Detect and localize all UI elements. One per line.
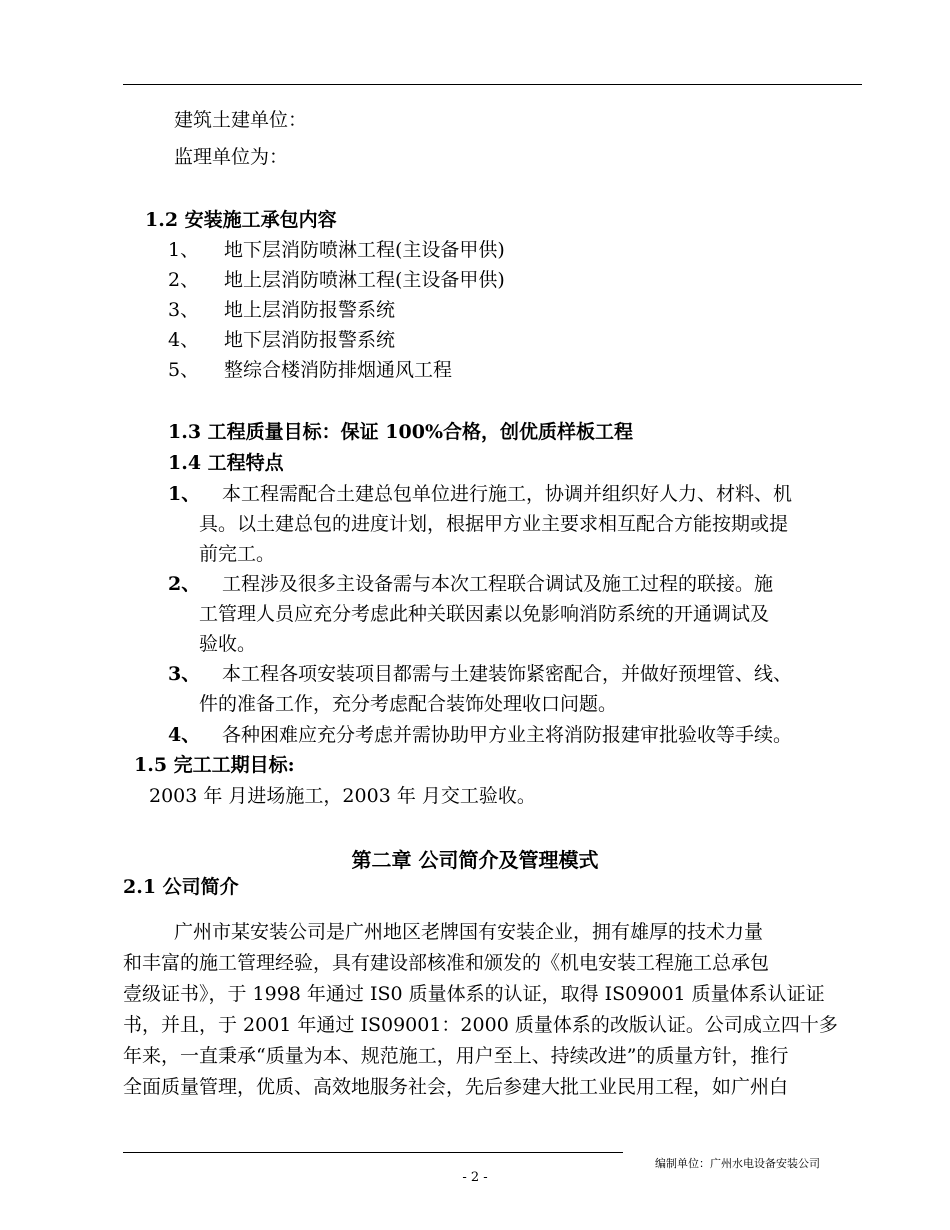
list-item-number: 2、	[168, 269, 200, 291]
list-item-number: 2、	[168, 573, 201, 595]
list-item-text: 各种困难应充分考虑并需协助甲方业主将消防报建审批验收等手续。	[222, 724, 793, 746]
list-item-text: 地上层消防喷淋工程(主设备甲供)	[224, 269, 505, 291]
list-item	[168, 238, 505, 262]
list-item-number: 5、	[168, 359, 200, 381]
list-item-continuation: 具。以土建总包的进度计划，根据甲方业主要求相互配合方能按期或提	[199, 513, 789, 535]
section-2-1-heading: 2.1 公司简介	[123, 876, 239, 898]
paragraph-line: 全面质量管理，优质、高效地服务社会，先后参建大批工业民用工程，如广州白	[123, 1076, 789, 1098]
list-item	[168, 298, 395, 322]
page-number: - 2 -	[462, 1170, 488, 1185]
paragraph-line: 和丰富的施工管理经验，具有建设部核准和颁发的《机电安装工程施工总承包	[123, 952, 770, 974]
list-item-number: 1、	[168, 483, 201, 505]
list-item-text: 工程涉及很多主设备需与本次工程联合调试及施工过程的联接。施	[222, 573, 774, 595]
list-item-text: 地上层消防报警系统	[224, 299, 396, 321]
supervision-unit-line: 监理单位为：	[174, 146, 289, 168]
header-rule	[123, 84, 862, 85]
list-item-number: 3、	[168, 663, 201, 685]
list-item-continuation: 工管理人员应充分考虑此种关联因素以免影响消防系统的开通调试及	[199, 603, 770, 625]
paragraph-line: 壹级证书》，于 1998 年通过 IS0 质量体系的认证，取得 IS09001 质量体系认证证	[123, 983, 825, 1005]
list-item-number: 4、	[168, 329, 200, 351]
list-item	[168, 268, 505, 292]
list-item	[168, 662, 792, 686]
list-item-continuation: 验收。	[199, 633, 257, 655]
list-item-continuation: 件的准备工作，充分考虑配合装饰处理收口问题。	[199, 693, 618, 715]
footer-rule	[123, 1152, 623, 1153]
list-item-number: 4、	[168, 724, 201, 746]
list-item-text: 本工程各项安装项目都需与土建装饰紧密配合，并做好预埋管、线、	[222, 663, 793, 685]
paragraph-line: 年来，一直秉承“质量为本、规范施工，用户至上、持续改进”的质量方针，推行	[123, 1045, 789, 1067]
list-item	[168, 358, 452, 382]
list-item	[168, 723, 792, 747]
footer-organization: 编制单位：广州水电设备安装公司	[655, 1157, 820, 1170]
schedule-text: 2003 年 月进场施工，2003 年 月交工验收。	[149, 785, 536, 807]
list-item	[168, 482, 792, 506]
list-item-number: 3、	[168, 299, 200, 321]
paragraph-line: 广州市某安装公司是广州地区老牌国有安装企业，拥有雄厚的技术力量	[174, 921, 764, 943]
list-item-text: 地下层消防报警系统	[224, 329, 396, 351]
list-item-text: 本工程需配合土建总包单位进行施工，协调并组织好人力、材料、机	[222, 483, 793, 505]
list-item-text: 地下层消防喷淋工程(主设备甲供)	[224, 239, 505, 261]
list-item-number: 1、	[168, 239, 200, 261]
list-item	[168, 572, 773, 596]
section-1-4-heading: 1.4 工程特点	[168, 452, 284, 474]
list-item-text: 整综合楼消防排烟通风工程	[224, 359, 453, 381]
paragraph-line: 书，并且，于 2001 年通过 IS09001：2000 质量体系的改版认证。公司成立四十多	[123, 1014, 838, 1036]
section-1-5-heading: 1.5 完工工期目标:	[134, 754, 295, 776]
section-1-2-heading: 1.2 安装施工承包内容	[145, 209, 337, 231]
civil-unit-line: 建筑土建单位：	[174, 109, 308, 131]
list-item	[168, 328, 395, 352]
chapter-title: 第二章 公司简介及管理模式	[351, 848, 599, 872]
section-1-3-heading: 1.3 工程质量目标：保证 100%合格，创优质样板工程	[168, 421, 634, 443]
list-item-continuation: 前完工。	[199, 543, 276, 565]
